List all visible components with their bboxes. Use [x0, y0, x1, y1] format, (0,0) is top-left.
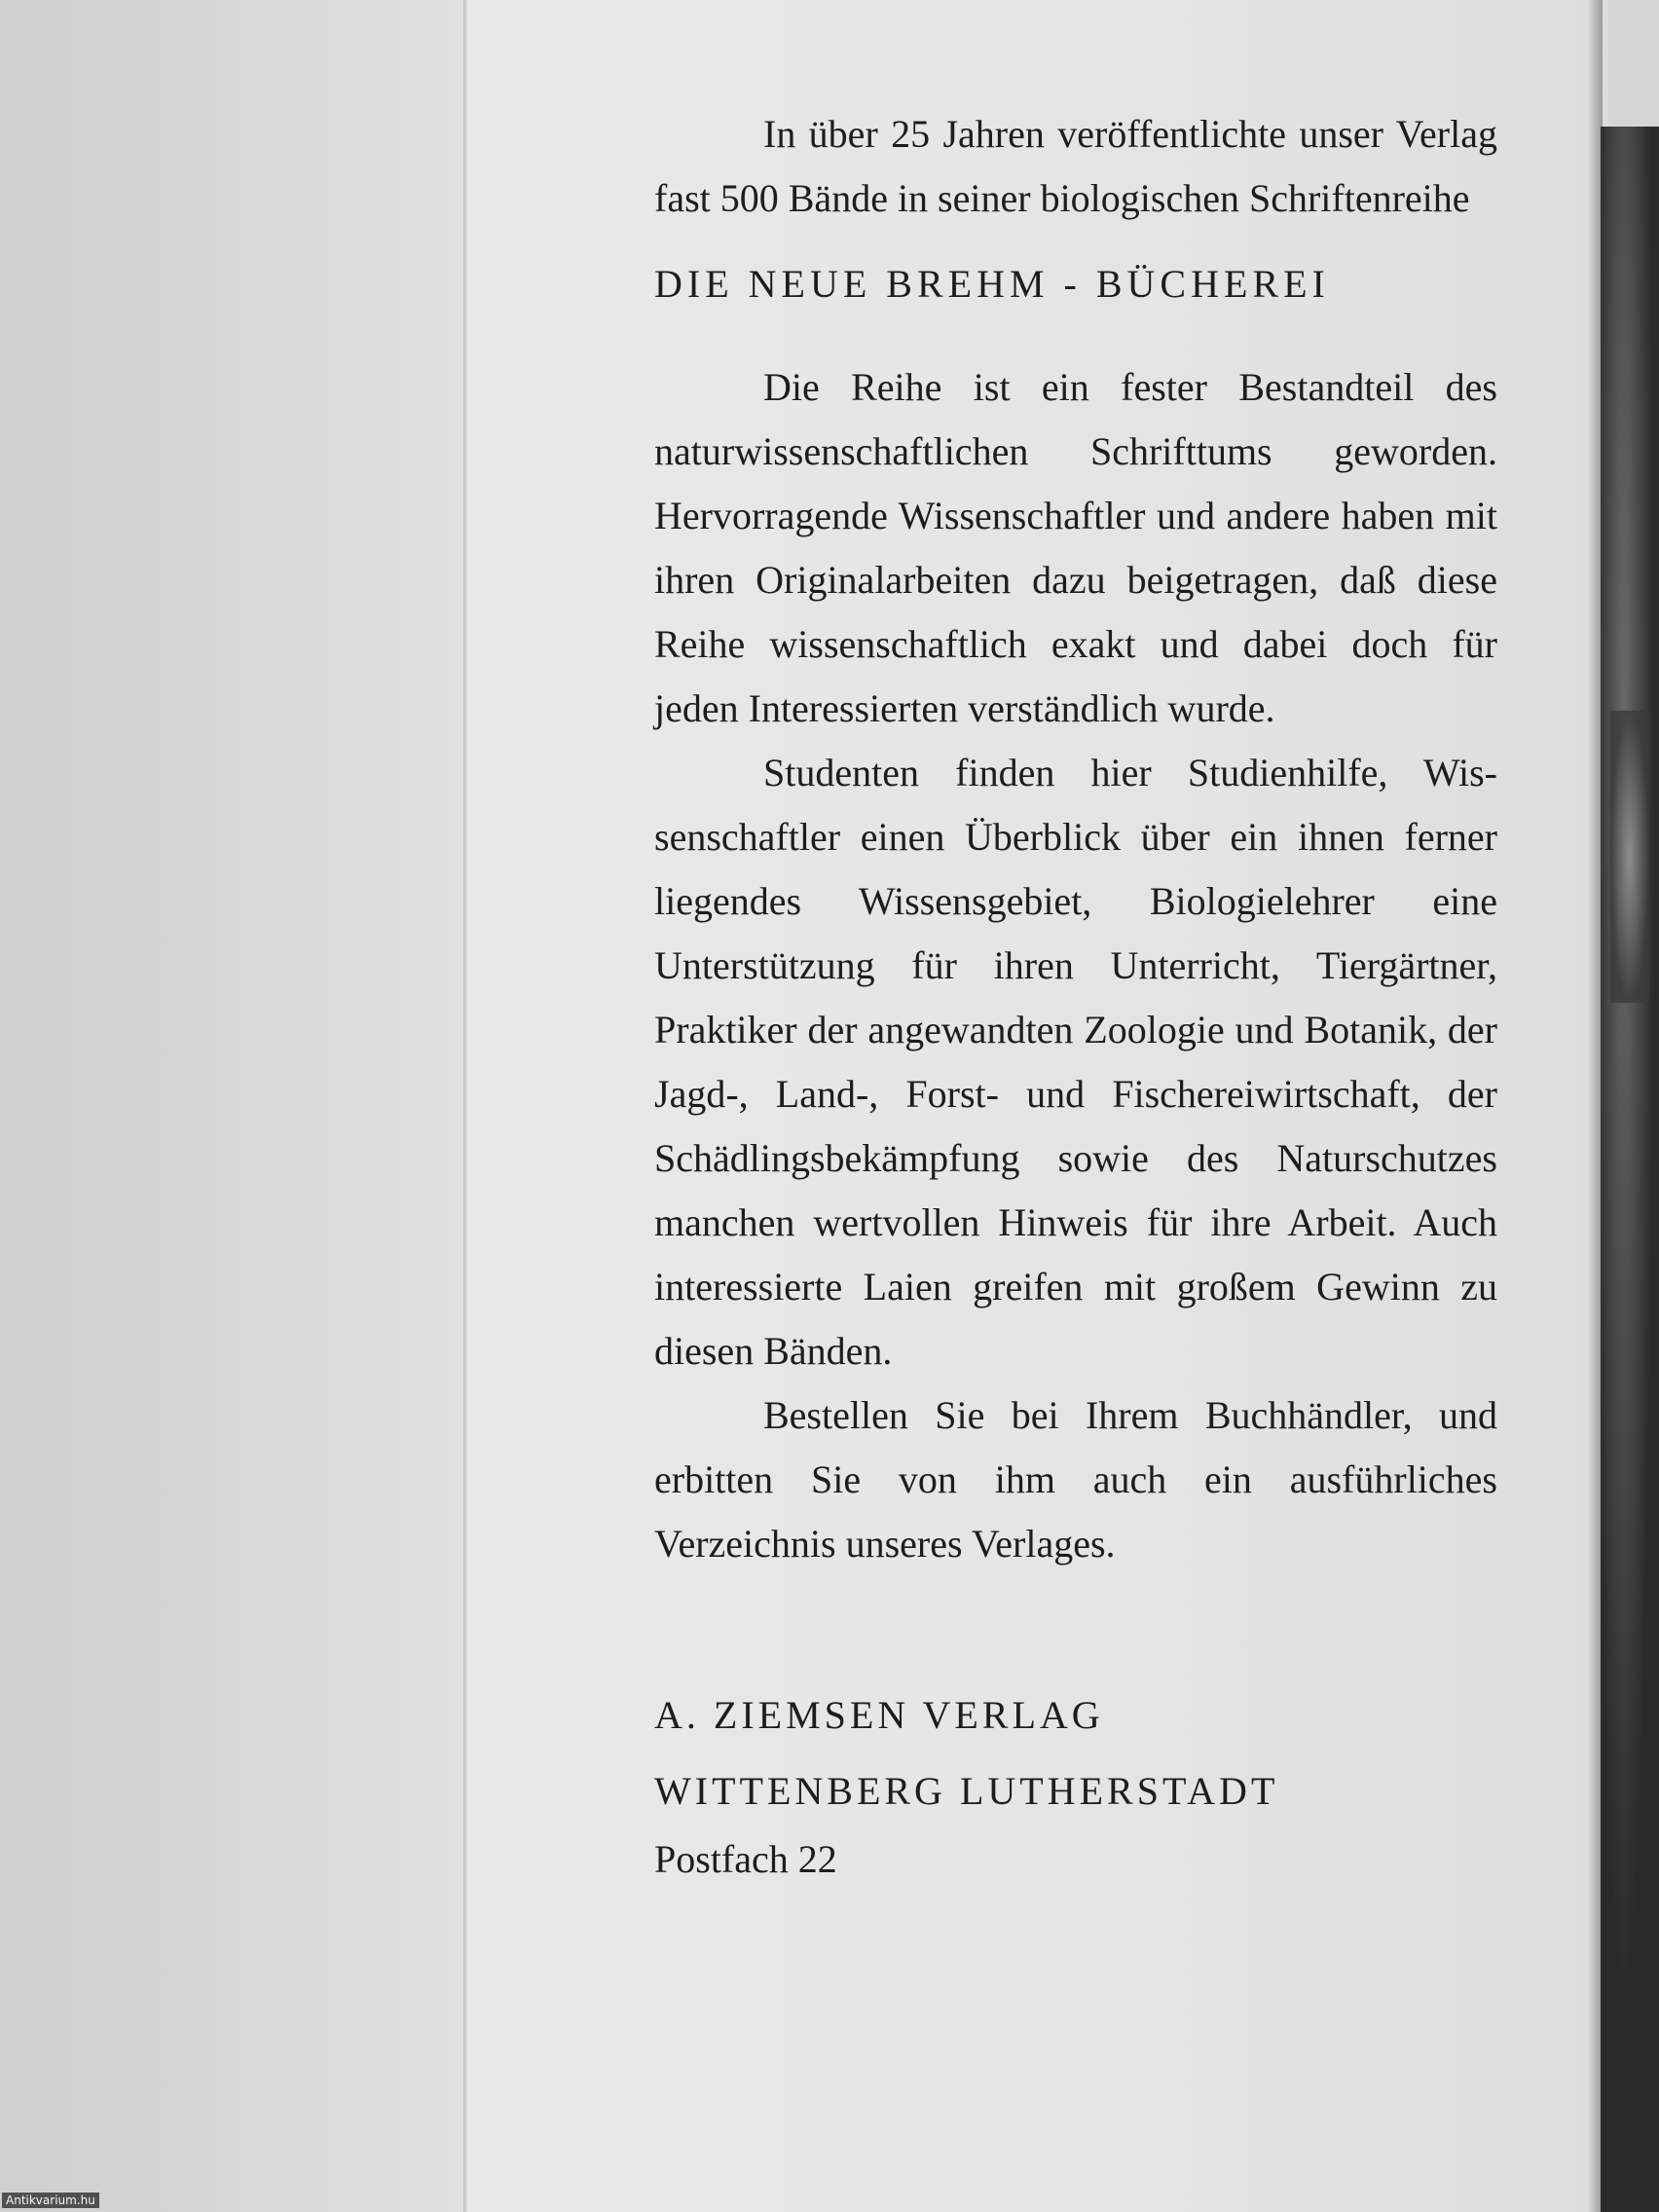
paragraph-2: Studenten finden hier Studienhilfe, Wissenschaftler einen Überblick über ein ihnen ferner liegendes Wissensgebiet, Biologielehrer eine Unterstützung für ihren Unterricht, Tiergärtner, Praktiker der angewandten Zoologie und Botanik, der Jagd-, Land-, Forst- und Fischereiwirtschaft, der Schädlingsbekämpfung sowie des Naturschutzes manchen wertvollen Hinweis für ihre Arbeit. Auch interessierte Laien greifen mit großem Gewinn zu diesen Bänden.	[654, 751, 1497, 1373]
publisher-city: WITTENBERG LUTHERSTADT	[654, 1769, 1279, 1813]
spacer	[654, 1576, 1497, 1683]
series-title: DIE NEUE BREHM - BÜCHEREI	[654, 262, 1330, 306]
paragraph-3: Bestellen Sie bei Ihrem Buchhändler, und erbitten Sie von ihm auch ein ausführliches Verzeichnis unseres Verlages.	[654, 1393, 1497, 1566]
intro-paragraph: In über 25 Jahren veröffentlichte unser Verlag fast 500 Bände in seiner biologischen Schriftenreihe	[654, 112, 1497, 220]
paragraph-1: Die Reihe ist ein fester Bestandteil des naturwissenschaftlichen Schrifttums geworden. Hervorragende Wissenschaftler und andere haben mit ihren Originalarbeiten dazu beigetragen, daß diese Reihe wissenschaftlich exakt und dabei doch für jeden Interessierten verständlich wurde.	[654, 365, 1497, 730]
publisher-name: A. ZIEMSEN VERLAG	[654, 1693, 1104, 1737]
publisher-postbox: Postfach 22	[654, 1837, 837, 1881]
left-blank-page	[0, 0, 467, 2212]
photo-edge-image	[1601, 127, 1659, 2212]
watermark-label: Antikvarium.hu	[2, 2193, 99, 2208]
page-text	[654, 102, 1497, 1892]
